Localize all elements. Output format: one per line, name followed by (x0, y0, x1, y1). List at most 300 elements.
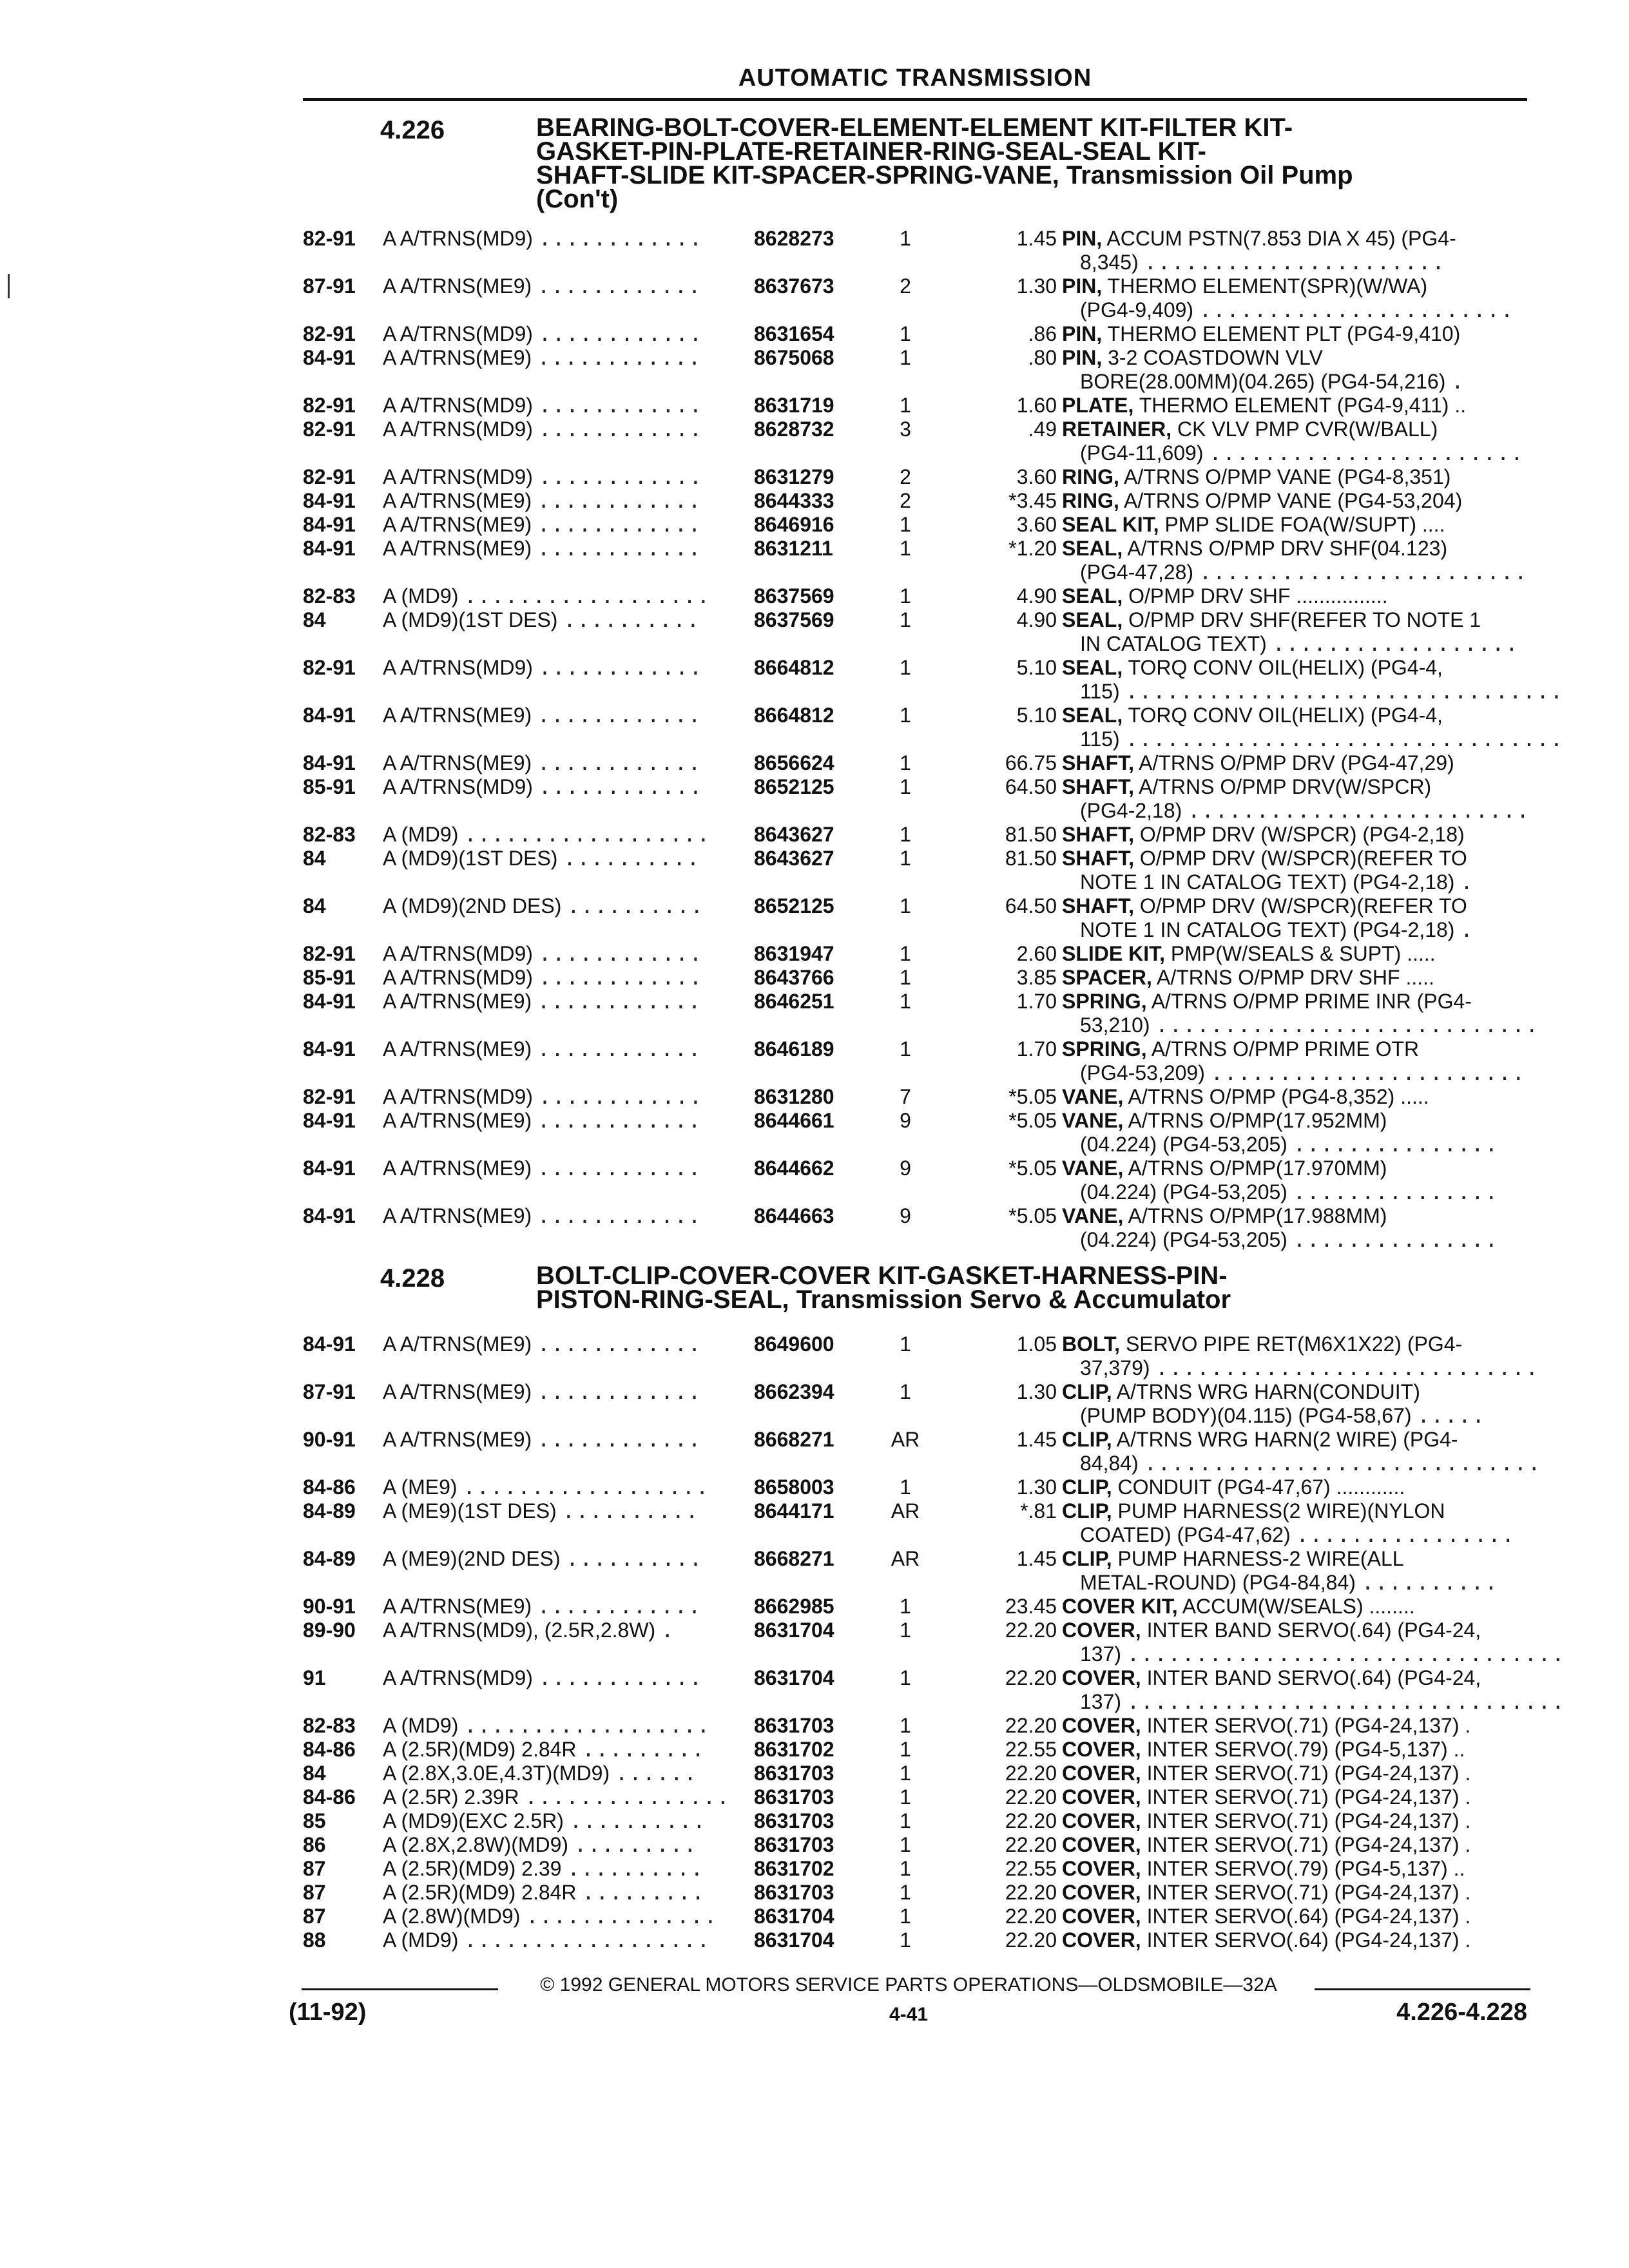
table-row (303, 1809, 1540, 1833)
description-continuation (1080, 1014, 1539, 1037)
year-range: 87 (303, 1881, 326, 1904)
part-name: CLIP, (1062, 1475, 1112, 1499)
leader-dots: ............ (537, 1332, 702, 1356)
application-text: A A/TRNS(ME9) (383, 537, 532, 560)
year-range: 84 (303, 847, 326, 870)
application-text: A (MD9)(2ND DES) (383, 894, 562, 918)
leader-dots: ............ (538, 226, 703, 251)
part-name: SEAL, (1062, 656, 1123, 679)
part-number: 8652125 (754, 894, 834, 918)
application (383, 1785, 731, 1809)
application (383, 1204, 702, 1228)
year-range: 84 (303, 608, 326, 631)
leader-dots: . (1460, 870, 1474, 894)
price: 81.50 (1005, 847, 1057, 870)
price: 22.20 (1005, 1905, 1057, 1928)
leader-dots: ................................ (1125, 727, 1565, 751)
description-text: ACCUM(W/SEALS) ........ (1182, 1595, 1415, 1618)
part-number: 8631719 (754, 394, 834, 417)
part-name: SEAL, (1062, 704, 1123, 727)
table-row-continuation (303, 1689, 1566, 1714)
description (1062, 1428, 1458, 1452)
leader-dots: ............ (537, 274, 702, 298)
table-row-continuation (303, 370, 1540, 394)
year-range: 91 (303, 1666, 326, 1689)
part-number: 8656624 (754, 751, 834, 774)
table-row (303, 1666, 1540, 1690)
leader-dots: . (661, 1618, 675, 1642)
quantity: 3 (900, 418, 911, 441)
leader-dots: .......... (563, 608, 700, 632)
quantity: 1 (900, 513, 911, 536)
price: 1.45 (1016, 1428, 1057, 1451)
part-number: 8662394 (754, 1380, 834, 1403)
description-continuation (1080, 632, 1519, 656)
price: *5.05 (1008, 1157, 1057, 1180)
leader-dots: ............ (537, 536, 702, 561)
description-text: O/PMP DRV SHF ................ (1128, 584, 1388, 608)
part-number: 8631279 (754, 465, 834, 488)
part-number: 8631702 (754, 1857, 834, 1880)
table-row-continuation (303, 799, 1540, 823)
application-text: A (2.5R)(MD9) 2.84R (383, 1738, 577, 1761)
table-row (303, 775, 1540, 799)
table-row-continuation (303, 1014, 1540, 1037)
leader-dots: ........................ (1199, 560, 1528, 584)
leader-dots: .............. (526, 1904, 718, 1928)
description-continuation (1080, 799, 1530, 823)
application-text: A A/TRNS(MD9), (2.5R,2.8W) (383, 1619, 656, 1642)
part-name: PIN, (1062, 274, 1103, 298)
description-text: INTER BAND SERVO(.64) (PG4-24, (1146, 1619, 1481, 1642)
description (1062, 1547, 1404, 1571)
application-text: A (2.8W)(MD9) (383, 1905, 521, 1928)
price: 64.50 (1005, 894, 1057, 918)
application-text: A A/TRNS(MD9) (383, 942, 533, 965)
year-range: 84 (303, 894, 326, 918)
application (383, 418, 703, 441)
part-number: 8631703 (754, 1762, 834, 1785)
continuation-text: 8,345) (1080, 251, 1139, 274)
part-name: CLIP, (1062, 1428, 1112, 1451)
leader-dots: ............ (538, 322, 703, 346)
price: 1.30 (1016, 274, 1057, 298)
part-number: 8631703 (754, 1714, 834, 1737)
part-number: 8643766 (754, 966, 834, 989)
leader-dots: ............................ (1155, 1356, 1539, 1380)
description-text: THERMO ELEMENT PLT (PG4-9,410) (1107, 322, 1461, 345)
table-row (303, 1738, 1540, 1762)
part-name: PLATE, (1062, 394, 1134, 417)
part-name: CLIP, (1062, 1547, 1112, 1570)
footer-page-number: 4-41 (889, 2004, 929, 2025)
table-row (303, 513, 1540, 537)
table-row (303, 894, 1540, 918)
price: 22.20 (1005, 1881, 1057, 1904)
section-title-line: BOLT-CLIP-COVER-COVER KIT-GASKET-HARNESS-PIN- (536, 1262, 1228, 1290)
part-name: VANE, (1062, 1109, 1124, 1132)
description (1062, 274, 1427, 298)
application (383, 1595, 702, 1619)
part-number: 8631703 (754, 1785, 834, 1809)
description-text: SERVO PIPE RET(M6X1X22) (PG4- (1125, 1332, 1463, 1356)
application (383, 656, 703, 680)
quantity: 7 (900, 1085, 911, 1108)
part-name: COVER, (1062, 1619, 1141, 1642)
continuation-text: 53,210) (1080, 1014, 1150, 1037)
continuation-text: IN CATALOG TEXT) (1080, 632, 1267, 655)
application (383, 1666, 703, 1690)
table-row (303, 847, 1540, 870)
leader-dots: ............ (538, 465, 703, 489)
year-range: 84-91 (303, 990, 356, 1013)
footer-rule-right (1315, 1988, 1530, 1990)
quantity: 1 (900, 608, 911, 631)
part-name: RING, (1062, 465, 1119, 488)
description-text: INTER SERVO(.71) (PG4-24,137) . (1146, 1714, 1471, 1737)
application (383, 489, 702, 513)
application (383, 1037, 702, 1061)
description (1062, 608, 1481, 632)
description-text: A/TRNS O/PMP DRV (PG4-47,29) (1139, 751, 1454, 774)
part-name: SEAL KIT, (1062, 513, 1159, 536)
quantity: 1 (900, 990, 911, 1013)
description (1062, 394, 1466, 418)
part-number: 8637673 (754, 274, 834, 298)
part-number: 8631702 (754, 1738, 834, 1761)
table-row-continuation (303, 1523, 1540, 1547)
leader-dots: ............ (537, 1594, 702, 1619)
table-row (303, 418, 1540, 441)
continuation-text: (PG4-2,18) (1080, 799, 1182, 822)
description-text: TORQ CONV OIL(HELIX) (PG4-4, (1128, 704, 1443, 727)
part-name: SHAFT, (1062, 823, 1134, 846)
quantity: 1 (900, 1762, 911, 1785)
leader-dots: ....................... (1210, 1061, 1526, 1085)
application-text: A (MD9) (383, 584, 459, 608)
price: 81.50 (1005, 823, 1057, 846)
year-range: 84-91 (303, 537, 356, 560)
price: .49 (1028, 418, 1057, 441)
description (1062, 1619, 1481, 1642)
table-row (303, 823, 1540, 847)
leader-dots: ............ (537, 1108, 702, 1133)
leader-dots: .......... (562, 1499, 700, 1523)
table-row (303, 1109, 1540, 1133)
application (383, 1085, 703, 1109)
description (1062, 1881, 1470, 1905)
application-text: A A/TRNS(MD9) (383, 394, 533, 417)
description-continuation (1080, 918, 1474, 942)
application-text: A (2.5R)(MD9) 2.84R (383, 1881, 577, 1904)
part-number: 8631211 (754, 537, 833, 560)
description (1062, 775, 1431, 799)
description-continuation (1080, 1452, 1541, 1475)
price: 5.10 (1016, 656, 1057, 679)
application-text: A A/TRNS(ME9) (383, 1332, 532, 1356)
leader-dots: .................. (464, 822, 711, 847)
leader-dots: ............... (525, 1785, 731, 1809)
price: *.81 (1020, 1499, 1057, 1523)
part-number: 8668271 (754, 1428, 834, 1451)
table-row (303, 1380, 1540, 1404)
description-text: O/PMP DRV SHF(REFER TO NOTE 1 (1128, 608, 1481, 631)
quantity: 1 (900, 227, 911, 250)
leader-dots: ............ (537, 1156, 702, 1180)
application-text: A (ME9)(1ST DES) (383, 1499, 557, 1523)
application-text: A (MD9) (383, 823, 459, 846)
leader-dots: ............... (1293, 1227, 1499, 1252)
quantity: 1 (900, 1905, 911, 1928)
application (383, 1833, 697, 1857)
description-text: INTER SERVO(.64) (PG4-24,137) . (1146, 1905, 1471, 1928)
part-name: SHAFT, (1062, 847, 1134, 870)
leader-dots: .......... (563, 846, 700, 870)
part-name: CLIP, (1062, 1499, 1112, 1523)
year-range: 84-91 (303, 1204, 356, 1227)
table-row (303, 1475, 1540, 1499)
description-text: O/PMP DRV (W/SPCR)(REFER TO (1139, 847, 1467, 870)
part-number: 8652125 (754, 775, 834, 798)
quantity: 2 (900, 274, 911, 298)
description-text: O/PMP DRV (W/SPCR)(REFER TO (1139, 894, 1467, 918)
description-text: A/TRNS O/PMP DRV SHF(04.123) (1127, 537, 1448, 560)
description-text: INTER SERVO(.79) (PG4-5,137) .. (1146, 1738, 1465, 1761)
quantity: 1 (900, 656, 911, 679)
price: 1.45 (1016, 1547, 1057, 1570)
description (1062, 1037, 1419, 1061)
year-range: 84-91 (303, 1037, 356, 1061)
leader-dots: ................................ (1126, 1689, 1566, 1714)
year-range: 84-86 (303, 1785, 356, 1809)
leader-dots: ....................... (1199, 298, 1515, 322)
description (1062, 1785, 1470, 1809)
part-name: COVER, (1062, 1714, 1141, 1737)
description-continuation (1080, 298, 1514, 322)
year-range: 82-91 (303, 942, 356, 965)
part-number: 8631704 (754, 1666, 834, 1689)
table-row (303, 942, 1540, 966)
quantity: 1 (900, 704, 911, 727)
quantity: 9 (900, 1109, 911, 1132)
application (383, 274, 702, 298)
part-name: COVER, (1062, 1785, 1141, 1809)
application-text: A A/TRNS(ME9) (383, 274, 532, 298)
part-name: SPRING, (1062, 1037, 1147, 1061)
description (1062, 656, 1443, 680)
description-text: A/TRNS O/PMP(17.970MM) (1128, 1157, 1387, 1180)
description-continuation (1080, 251, 1445, 274)
application-text: A (MD9) (383, 1714, 459, 1737)
quantity: 1 (900, 1928, 911, 1952)
continuation-text: (PG4-47,28) (1080, 561, 1194, 584)
application (383, 608, 700, 632)
application (383, 1905, 718, 1928)
section-title-line: PISTON-RING-SEAL, Transmission Servo & Accumulator (536, 1285, 1231, 1314)
price: 3.60 (1016, 465, 1057, 488)
continuation-text: 137) (1080, 1642, 1122, 1666)
table-row-continuation (303, 298, 1540, 322)
table-row (303, 227, 1540, 251)
leader-dots: ............ (537, 488, 702, 513)
part-name: BOLT, (1062, 1332, 1121, 1356)
continuation-text: NOTE 1 IN CATALOG TEXT) (PG4-2,18) (1080, 918, 1455, 941)
footer-section-range: 4.226-4.228 (1396, 1999, 1527, 2026)
application (383, 537, 702, 561)
quantity: 2 (900, 465, 911, 488)
year-range: 82-83 (303, 823, 356, 846)
leader-dots: ............ (538, 941, 703, 966)
continuation-text: 137) (1080, 1690, 1122, 1713)
application (383, 1928, 711, 1952)
description-continuation (1080, 870, 1474, 894)
application-text: A A/TRNS(MD9) (383, 418, 533, 441)
continuation-text: 115) (1080, 680, 1120, 703)
part-name: PIN, (1062, 346, 1103, 369)
application (383, 1738, 706, 1762)
part-number: 8644661 (754, 1109, 834, 1132)
leader-dots: ....................... (1209, 441, 1525, 465)
part-number: 8658003 (754, 1475, 834, 1499)
leader-dots: ............... (1293, 1132, 1499, 1157)
application-text: A A/TRNS(ME9) (383, 1428, 532, 1451)
application-text: A A/TRNS(ME9) (383, 346, 532, 369)
application (383, 775, 703, 799)
description (1062, 489, 1462, 513)
quantity: 1 (900, 942, 911, 965)
application (383, 1809, 706, 1833)
leader-dots: .................. (464, 1713, 711, 1738)
continuation-text: (04.224) (PG4-53,205) (1080, 1228, 1287, 1251)
table-row-continuation (303, 441, 1540, 465)
year-range: 85 (303, 1809, 326, 1832)
table-row (303, 1833, 1540, 1857)
application (383, 465, 703, 489)
description-text: INTER SERVO(.79) (PG4-5,137) .. (1146, 1857, 1465, 1880)
table-row (303, 394, 1540, 418)
part-number: 8631654 (754, 322, 834, 345)
price: 22.20 (1005, 1666, 1057, 1689)
leader-dots: .................. (464, 584, 711, 608)
table-row-continuation (303, 870, 1540, 894)
quantity: 1 (900, 394, 911, 417)
leader-dots: ............ (537, 345, 702, 370)
year-range: 90-91 (303, 1595, 356, 1618)
application (383, 1428, 702, 1452)
description-continuation (1080, 441, 1525, 465)
leader-dots: ............ (538, 417, 703, 441)
description-continuation (1080, 1180, 1499, 1204)
description-text: THERMO ELEMENT (PG4-9,411) .. (1139, 394, 1467, 417)
description-text: A/TRNS O/PMP(17.952MM) (1128, 1109, 1387, 1132)
application (383, 513, 702, 537)
year-range: 84-91 (303, 751, 356, 774)
description-continuation (1080, 1690, 1565, 1714)
description (1062, 823, 1465, 847)
description (1062, 1928, 1470, 1952)
part-number: 8628732 (754, 418, 834, 441)
quantity: 1 (900, 823, 911, 846)
description-text: INTER SERVO(.71) (PG4-24,137) . (1146, 1785, 1471, 1809)
leader-dots: . (1451, 369, 1465, 394)
description (1062, 894, 1467, 918)
footer-rule-left (302, 1988, 498, 1990)
leader-dots: ......... (574, 1832, 698, 1857)
description-text: THERMO ELEMENT(SPR)(W/WA) (1107, 274, 1428, 298)
table-row (303, 1619, 1540, 1642)
year-range: 82-91 (303, 465, 356, 488)
part-name: SEAL, (1062, 608, 1123, 631)
part-name: COVER, (1062, 1666, 1141, 1689)
application-text: A A/TRNS(ME9) (383, 1595, 532, 1618)
table-row-continuation (303, 1452, 1540, 1475)
application (383, 1714, 711, 1738)
leader-dots: ............ (538, 393, 703, 418)
year-range: 84-89 (303, 1499, 356, 1523)
table-row-continuation (303, 1133, 1540, 1157)
application (383, 966, 703, 990)
application-text: A A/TRNS(ME9) (383, 1380, 532, 1403)
part-number: 8631947 (754, 942, 834, 965)
part-number: 8668271 (754, 1547, 834, 1570)
continuation-text: (PG4-11,609) (1080, 441, 1204, 465)
continuation-text: 84,84) (1080, 1452, 1139, 1475)
description-text: A/TRNS O/PMP(17.988MM) (1128, 1204, 1387, 1227)
application-text: A A/TRNS(ME9) (383, 704, 532, 727)
application-text: A (MD9)(1ST DES) (383, 847, 558, 870)
description-continuation (1080, 1642, 1565, 1666)
year-range: 87-91 (303, 274, 356, 298)
leader-dots: ...................... (1144, 250, 1446, 274)
section-number: 4.226 (380, 116, 445, 144)
leader-dots: ................ (1296, 1523, 1516, 1547)
description (1062, 1595, 1415, 1619)
part-name: VANE, (1062, 1157, 1124, 1180)
application-text: A (2.8X,3.0E,4.3T)(MD9) (383, 1762, 610, 1785)
part-number: 8662985 (754, 1595, 834, 1618)
price: 22.20 (1005, 1809, 1057, 1832)
year-range: 87 (303, 1905, 326, 1928)
part-name: SPRING, (1062, 990, 1147, 1013)
margin-mark (8, 274, 10, 298)
description (1062, 322, 1460, 346)
table-row (303, 1595, 1540, 1619)
price: 1.60 (1016, 394, 1057, 417)
table-row (303, 1928, 1540, 1952)
description-continuation (1080, 561, 1528, 584)
price: 64.50 (1005, 775, 1057, 798)
leader-dots: ............ (537, 1037, 702, 1061)
price: 22.20 (1005, 1785, 1057, 1809)
description-text: A/TRNS O/PMP (PG4-8,352) ..... (1128, 1085, 1429, 1108)
part-name: COVER, (1062, 1762, 1141, 1785)
part-name: COVER, (1062, 1809, 1141, 1832)
application (383, 346, 702, 370)
leader-dots: ............ (538, 774, 703, 799)
continuation-text: (04.224) (PG4-53,205) (1080, 1133, 1287, 1156)
description (1062, 1905, 1470, 1928)
description (1062, 847, 1467, 870)
application-text: A (MD9)(1ST DES) (383, 608, 558, 631)
part-number: 8631704 (754, 1928, 834, 1952)
price: 22.20 (1005, 1928, 1057, 1952)
table-row (303, 489, 1540, 513)
description-text: PMP SLIDE FOA(W/SUPT) .... (1164, 513, 1445, 536)
description (1062, 1332, 1462, 1356)
price: 22.20 (1005, 1714, 1057, 1737)
year-range: 84-86 (303, 1475, 356, 1499)
leader-dots: ...... (615, 1761, 698, 1785)
